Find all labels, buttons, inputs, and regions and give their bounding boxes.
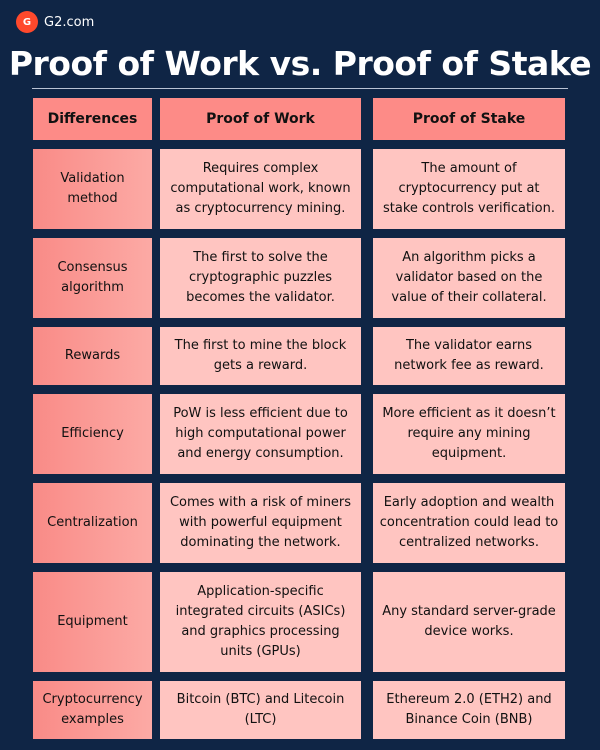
table-row — [33, 572, 565, 672]
row-label: Equipment — [33, 572, 152, 672]
pos-cell: More efficient as it doesn’t require any mining equipment. — [373, 394, 565, 474]
pos-cell: An algorithm picks a validator based on the value of their collateral. — [373, 238, 565, 318]
table-row — [33, 327, 565, 385]
row-label: Centralization — [33, 483, 152, 563]
page-title: Proof of Work vs. Proof of Stake — [8, 44, 592, 83]
brand-name: G2.com — [44, 14, 95, 30]
pow-cell: Bitcoin (BTC) and Litecoin (LTC) — [160, 681, 361, 739]
table-row — [33, 483, 565, 563]
title-divider — [32, 88, 568, 89]
pow-cell: Comes with a risk of miners with powerful equipment dominating the network. — [160, 483, 361, 563]
pos-cell: Ethereum 2.0 (ETH2) and Binance Coin (BNB) — [373, 681, 565, 739]
table-row — [33, 149, 565, 229]
pow-cell: The first to mine the block gets a reward. — [160, 327, 361, 385]
row-label: Validation method — [33, 149, 152, 229]
pos-cell: The validator earns network fee as reward. — [373, 327, 565, 385]
table-row — [33, 681, 565, 739]
brand — [16, 10, 94, 34]
pos-cell: The amount of cryptocurrency put at stake controls verification. — [373, 149, 565, 229]
header-differences: Differences — [33, 98, 152, 140]
pow-cell: PoW is less efficient due to high computational power and energy consumption. — [160, 394, 361, 474]
row-label: Rewards — [33, 327, 152, 385]
header-proof-of-work: Proof of Work — [160, 98, 361, 140]
pos-cell: Early adoption and wealth concentration could lead to centralized networks. — [373, 483, 565, 563]
g2-logo-icon: G — [16, 11, 38, 33]
row-label: Efficiency — [33, 394, 152, 474]
pow-cell: Application-specific integrated circuits (ASICs) and graphics processing units (GPUs) — [160, 572, 361, 672]
pow-cell: The first to solve the cryptographic puzzles becomes the validator. — [160, 238, 361, 318]
table-header-row — [33, 98, 565, 140]
row-label: Consensus algorithm — [33, 238, 152, 318]
table-row — [33, 238, 565, 318]
comparison-table — [33, 98, 565, 748]
pos-cell: Any standard server-grade device works. — [373, 572, 565, 672]
row-label: Cryptocurrency examples — [33, 681, 152, 739]
header-proof-of-stake: Proof of Stake — [373, 98, 565, 140]
table-row — [33, 394, 565, 474]
pow-cell: Requires complex computational work, known as cryptocurrency mining. — [160, 149, 361, 229]
